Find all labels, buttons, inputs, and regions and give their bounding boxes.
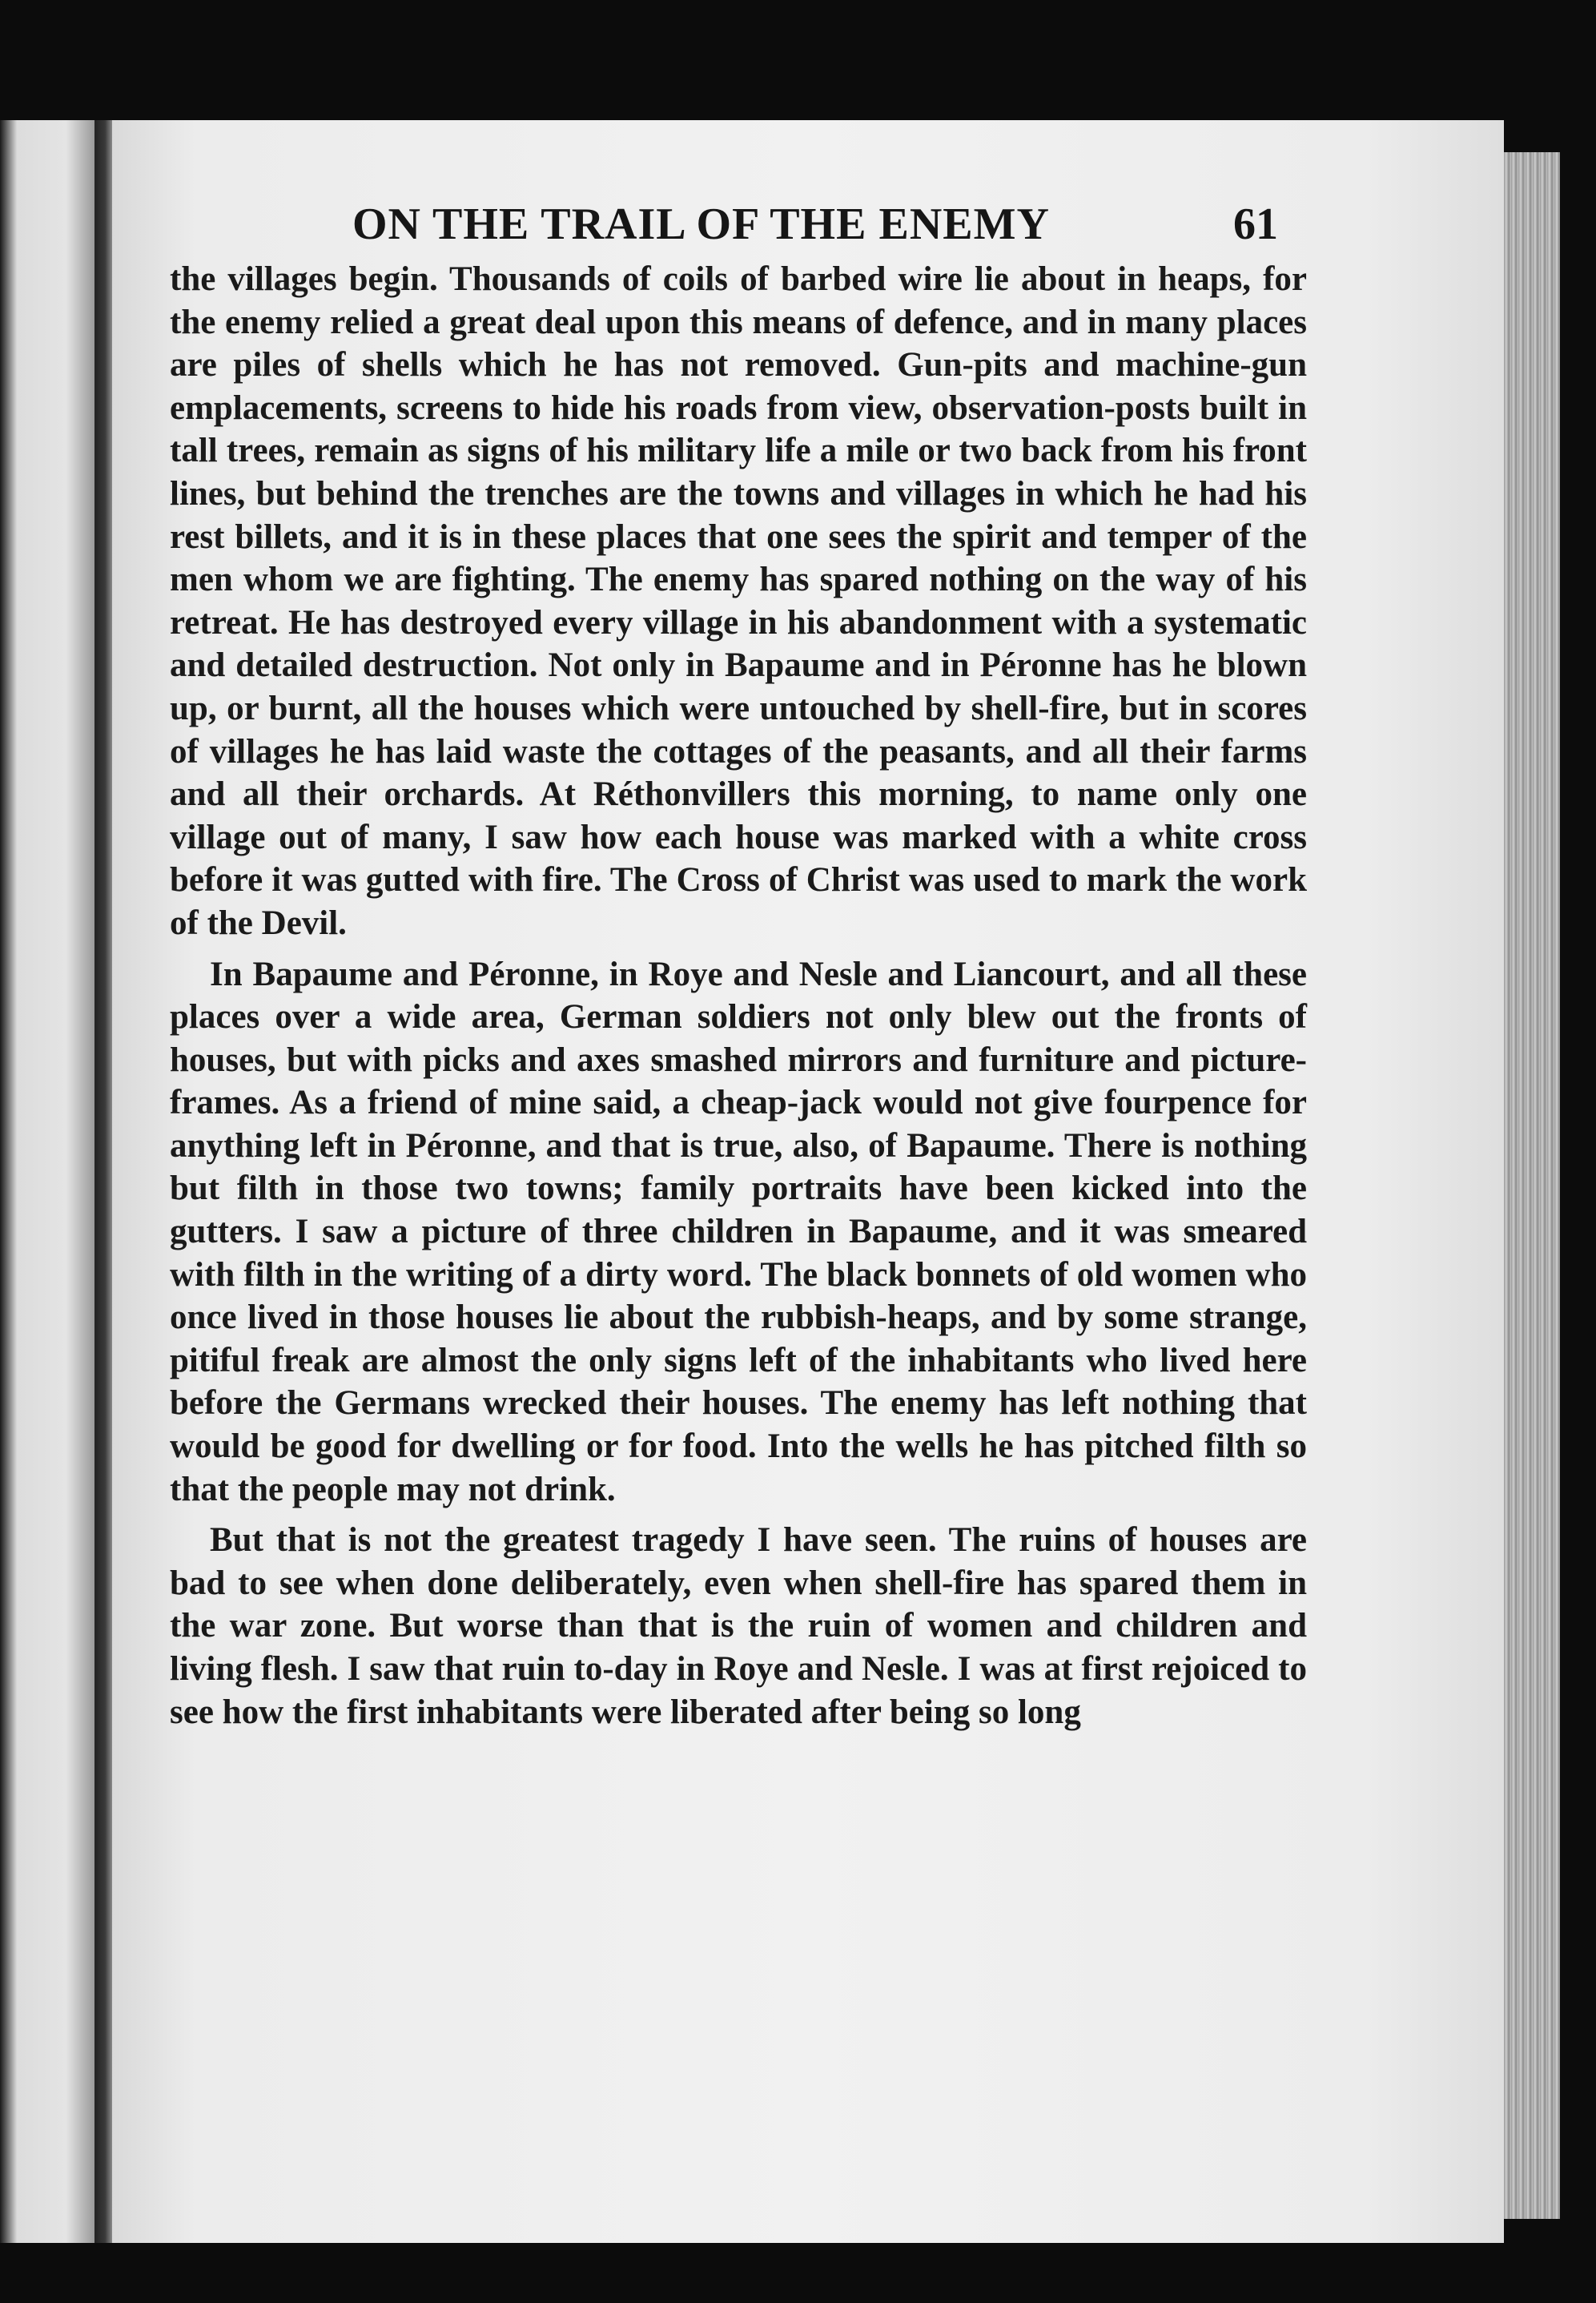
paragraph-2: In Bapaume and Péronne, in Roye and Nesle and Liancourt, and all these places over a wide area, German soldiers not only blew out the fronts of houses, but with picks and axes smashed mirrors and furniture and picture-frames. As a friend of mine said, a cheap-jack would not give fourpence for anything left in Péronne, and that is true, also, of Bapaume. There is nothing but filth in those two towns; family portraits have been kicked into the gutters. I saw a picture of three children in Bapaume, and it was smeared with filth in the writing of a dirty word. The black bonnets of old women who once lived in those houses lie about the rubbish-heaps, and by some strange, pitiful freak are almost the only signs left of the inhabitants who lived here before the Germans wrecked their houses. The enemy has left nothing that would be good for dwelling or for food. Into the wells he has pitched filth so that the people may not drink. — [170, 955, 1307, 1508]
running-title: ON THE TRAIL OF THE ENEMY — [352, 199, 1050, 249]
page-number: 61 — [1233, 199, 1278, 249]
body-text — [170, 258, 1307, 1733]
paragraph-1: the villages begin. Thousands of coils of barbed wire lie about in heaps, for the enemy relied a great deal upon this means of defence, and in many places are piles of shells which he has not removed. Gun-pits and machine-gun emplacements, screens to hide his roads from view, observation-posts built in tall trees, remain as signs of his military life a mile or two back from his front lines, but behind the trenches are the towns and villages in which he had his rest billets, and it is in these places that one sees the spirit and temper of the men whom we are fighting. The enemy has spared nothing on the way of his retreat. He has destroyed every village in his abandonment with a systematic and detailed destruction. Not only in Bapaume and in Péronne has he blown up, or burnt, all the houses which were untouched by shell-fire, but in scores of villages he has laid waste the cottages of the peasants, and all their farms and all their orchards. At Réthonvillers this morning, to name only one village out of many, I saw how each house was marked with a white cross before it was gutted with fire. The Cross of Christ was used to mark the work of the Devil. — [170, 260, 1307, 942]
facing-page-edge — [0, 120, 94, 2243]
paragraph-3: But that is not the greatest tragedy I have seen. The ruins of houses are bad to see when done deliberately, even when shell-fire has spared them in the war zone. But worse than that is the ruin of women and children and living flesh. I saw that ruin to-day in Roye and Nesle. I was at first rejoiced to see how the first inhabitants were liberated after being so long — [170, 1521, 1307, 1731]
book-gutter — [94, 120, 112, 2243]
page-edges — [1504, 152, 1560, 2219]
